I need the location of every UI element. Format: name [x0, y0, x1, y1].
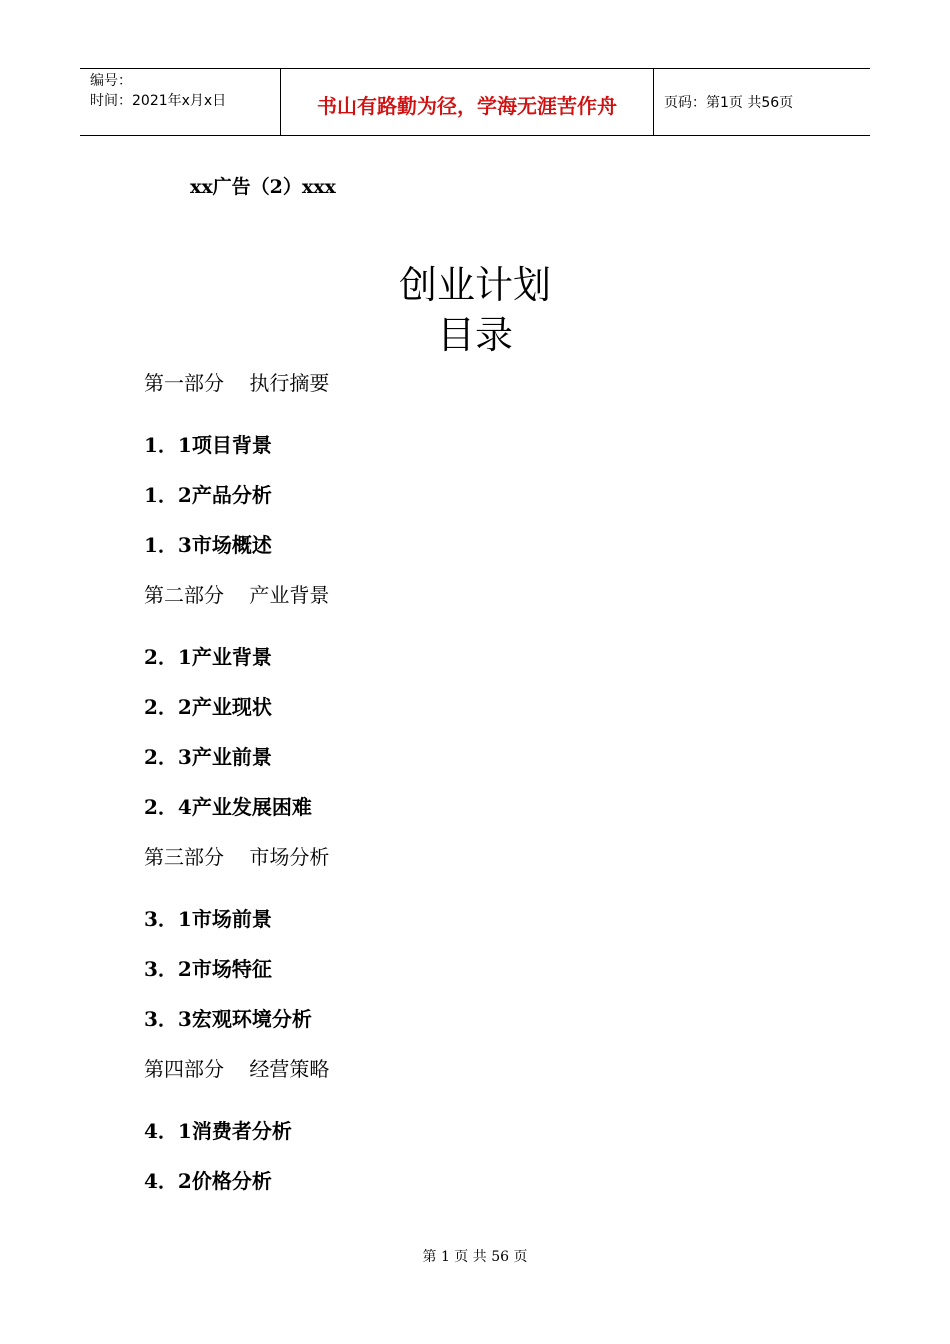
toc-part[interactable]: 第四部分 经营策略	[144, 1057, 330, 1081]
toc-section[interactable]: 2．4产业发展困难	[144, 795, 312, 819]
toc-section[interactable]: 4．1消费者分析	[144, 1119, 292, 1143]
toc-section[interactable]: 1．3市场概述	[144, 533, 272, 557]
header-meta	[80, 69, 281, 135]
header-motto: 书山有路勤为径，学海无涯苦作舟	[317, 93, 617, 118]
toc-part[interactable]: 第一部分 执行摘要	[144, 371, 330, 395]
header-page-info: 页码：第1页 共56页	[664, 95, 794, 111]
page-footer: 第 1 页 共 56 页	[422, 1249, 528, 1265]
header-page-info-cell	[654, 69, 870, 135]
document-title: 创业计划	[398, 263, 551, 307]
toc-section[interactable]: 2．2产业现状	[144, 695, 272, 719]
document-subtitle: xx广告（2）xxx	[190, 176, 336, 198]
toc-section[interactable]: 4．2价格分析	[144, 1169, 272, 1193]
toc-section[interactable]: 1．2产品分析	[144, 483, 272, 507]
toc-section[interactable]: 3．2市场特征	[144, 957, 272, 981]
document-date-label: 时间：2021年x月x日	[90, 93, 227, 109]
document-number-label: 编号：	[90, 73, 132, 89]
header-motto-cell	[281, 69, 654, 135]
toc-section[interactable]: 3．3宏观环境分析	[144, 1007, 312, 1031]
toc-section[interactable]: 2．3产业前景	[144, 745, 272, 769]
toc-part[interactable]: 第三部分 市场分析	[144, 845, 330, 869]
toc-section[interactable]: 3．1市场前景	[144, 907, 272, 931]
page-header	[80, 68, 870, 136]
toc-heading: 目录	[436, 313, 513, 357]
toc-part[interactable]: 第二部分 产业背景	[144, 583, 330, 607]
toc-section[interactable]: 1．1项目背景	[144, 433, 272, 457]
toc-section[interactable]: 2．1产业背景	[144, 645, 272, 669]
